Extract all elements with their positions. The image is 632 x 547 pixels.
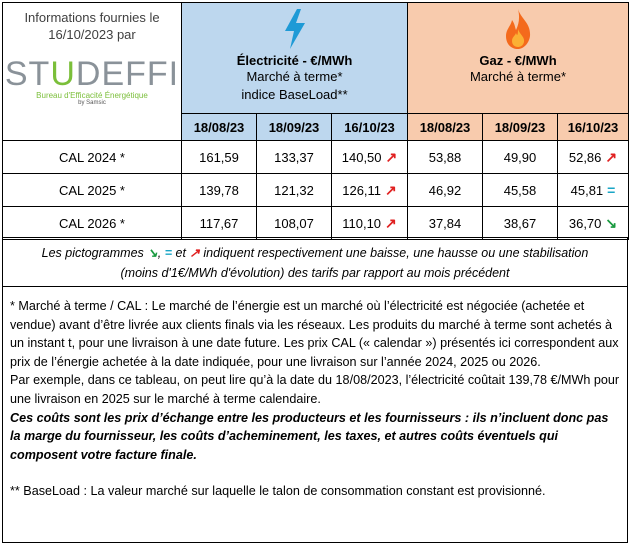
flame-icon [408,9,628,49]
trend-up-icon: ↗ [605,148,618,165]
value: 110,10 [342,215,382,231]
gas-current [558,207,629,240]
note-market: * Marché à terme / CAL : Le marché de l’énergie est un marché où l’électricité est négociée (achetée et vendue) avant d’être livrée aux clients finals via les réseaux. Les produits du marché à terme sont achetés à un instant t, pour une livraison à une date future. Les prix CAL (« calendar ») présentés ici correspondent aux prix de l’énergie achetée à la date indiquée, pour une livraison sur l’année 2024, 2025 ou 2026. [10,299,619,369]
row-label: CAL 2024 * [3,141,182,174]
elec-current [332,207,408,240]
elec-value: 121,32 [257,174,332,207]
gas-market: Marché à terme* [469,69,567,84]
table-row [3,174,629,207]
note-baseload: ** BaseLoad : La valeur marché sur laquelle le talon de consommation constant est provisionné. [10,484,546,499]
legend-text: Les pictogrammes [41,246,148,260]
gas-title: Gaz - €/MWh [479,53,557,68]
legend-text: et [172,246,190,260]
elec-value: 117,67 [182,207,257,240]
info-line-1: Informations fournies le [24,10,160,25]
elec-value: 139,78 [182,174,257,207]
row-label: CAL 2026 * [3,207,182,240]
date-header: 18/09/23 [257,114,332,141]
elec-value: 161,59 [182,141,257,174]
row-label: CAL 2025 * [3,174,182,207]
lightning-bolt-icon [182,9,407,49]
date-header: 18/08/23 [408,114,483,141]
gas-value: 38,67 [483,207,558,240]
price-table [2,2,629,240]
gas-value: 37,84 [408,207,483,240]
value: 45,81 [570,183,604,198]
logo-brand-a: ST [4,55,51,93]
gas-header [408,3,629,114]
gas-value: 53,88 [408,141,483,174]
gas-value: 46,92 [408,174,483,207]
value: 140,50 [341,149,382,165]
logo-subtitle-2: by Samsic [78,100,106,106]
elec-value: 108,07 [257,207,332,240]
elec-current [332,174,408,207]
elec-value: 133,37 [257,141,332,174]
value: 126,11 [342,182,382,198]
elec-current [332,141,408,174]
note-costs: Ces coûts sont les prix d’échange entre les producteurs et les fournisseurs : ils n’incluent donc pas la marge du fournisseur, les coûts d’acheminement, les taxes, et autres coûts éventuels qui composent votre facture finale. [10,410,609,462]
studeffi-logo [3,57,181,106]
logo-brand-b: U [50,55,76,93]
trend-down-icon: ↘ [147,246,158,260]
logo-brand-c: DEFFI [75,55,180,93]
value: 52,86 [568,149,602,165]
trend-up-icon: ↗ [189,246,200,260]
legend-text: , [157,246,165,260]
table-row [3,207,629,240]
electricity-index: indice BaseLoad** [241,87,348,102]
gas-value: 49,90 [483,141,558,174]
value: 36,70 [568,215,602,231]
note-example: Par exemple, dans ce tableau, on peut lire qu’à la date du 18/08/2023, l’électricité coûtait 139,78 €/MWh pour une livraison en 2025 sur le marché à terme calendaire. [10,373,620,406]
trend-up-icon: ↗ [385,181,397,198]
gas-value: 45,58 [483,174,558,207]
date-header: 16/10/23 [332,114,408,141]
trend-stable-icon: = [607,182,616,198]
info-cell [3,3,182,141]
table-row [3,141,629,174]
date-header: 18/08/23 [182,114,257,141]
date-header: 16/10/23 [558,114,629,141]
logo-subtitle: Bureau d'Efficacité Énergétique [36,91,148,100]
electricity-market: Marché à terme* [246,69,343,84]
date-header: 18/09/23 [483,114,558,141]
electricity-title: Électricité - €/MWh [236,53,353,68]
legend-line-2: (moins d'1€/MWh d'évolution) des tarifs par rapport au mois précédent [120,266,510,280]
trend-stable-icon: = [164,246,173,260]
trend-legend [2,237,628,287]
trend-down-icon: ↘ [605,214,618,231]
electricity-header [182,3,408,114]
notes-section [2,286,628,543]
trend-up-icon: ↗ [385,214,397,231]
gas-current [558,141,629,174]
info-line-2: 16/10/2023 par [48,27,136,42]
legend-text: indiquent respectivement une baisse, une hausse ou une stabilisation [199,246,589,260]
trend-up-icon: ↗ [385,148,398,165]
gas-current [558,174,629,207]
